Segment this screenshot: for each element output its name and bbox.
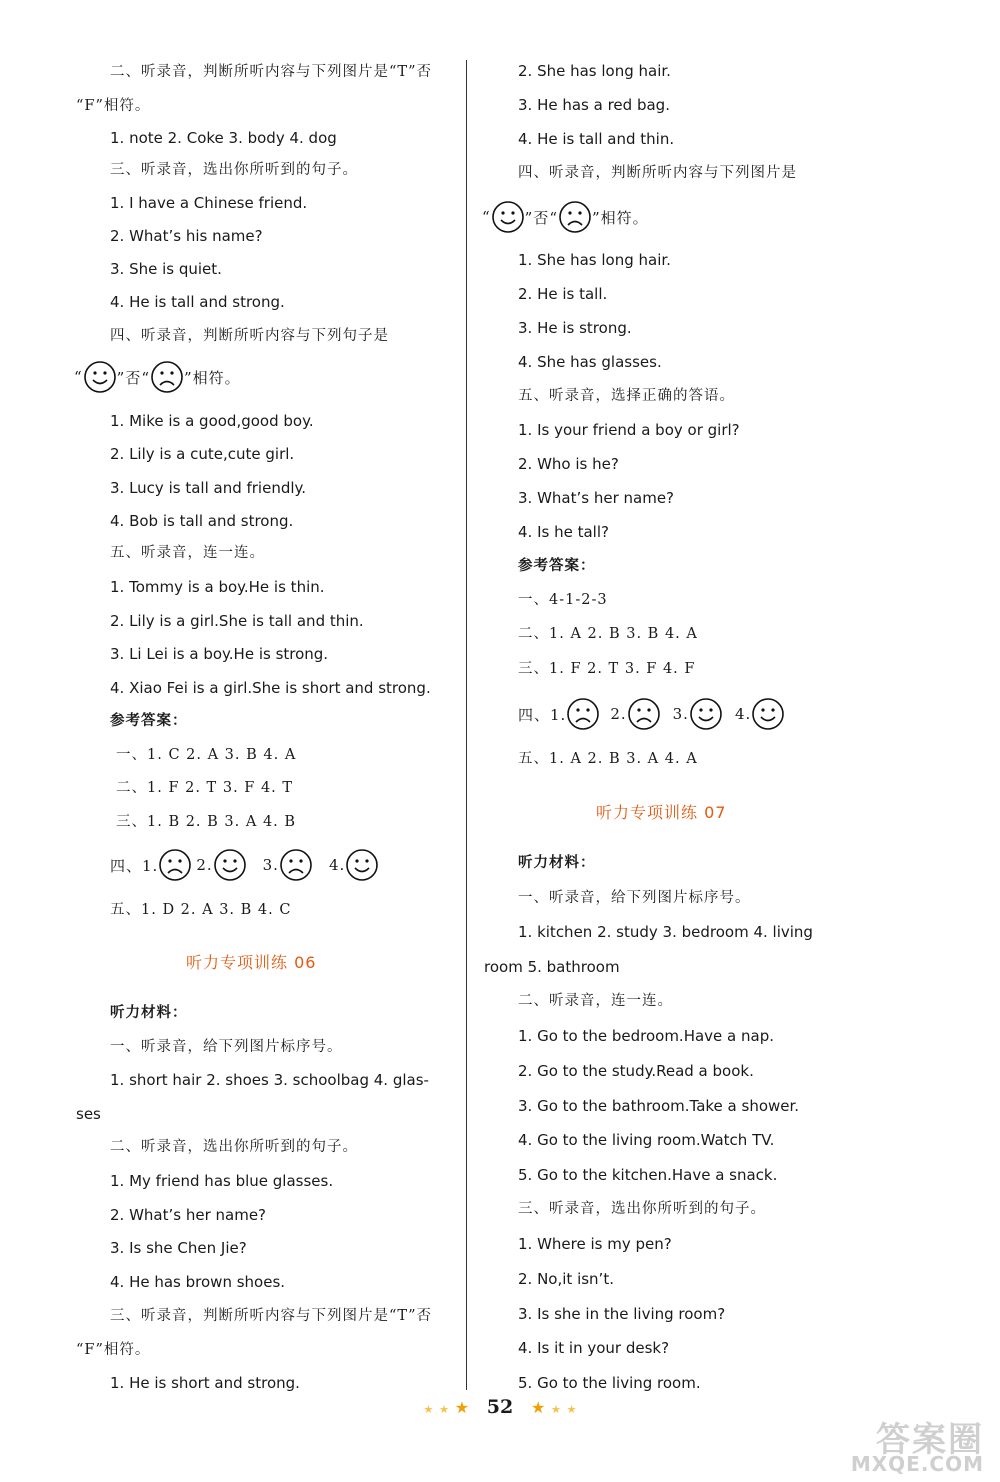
column-divider [466,60,467,1390]
answer-title: 参考答案： [518,557,596,574]
section-title: 五、听录音，连一连。 [110,545,265,561]
list-item: 5. Go to the kitchen.Have a snack. [518,1166,778,1184]
answer-line: 三、1. B 2. B 3. A 4. B [116,814,297,830]
list-item: 4. Is he tall? [518,523,609,541]
list-item: 4. She has glasses. [518,353,662,371]
star-icon: ★ [566,1403,577,1416]
answer-label: 四、1. [518,705,567,724]
section-title: “F”相符。 [76,98,151,114]
title-text: ”相符。 [592,208,649,227]
smiling-face-icon [751,697,785,731]
list-item: 2. Lily is a girl.She is tall and thin. [110,612,364,630]
section-title: 四、听录音，判断所听内容与下列句子是 [110,328,389,344]
star-icon: ★ [530,1398,546,1417]
page-number: 52 [486,1396,514,1418]
answer-line: 一、1. C 2. A 3. B 4. A [116,747,297,763]
list-item: 1. Is your friend a boy or girl? [518,421,740,439]
title-text: ”否“ [116,368,151,387]
list-item: 1. Where is my pen? [518,1235,672,1253]
frowning-face-icon [558,200,592,234]
section-title: 三、听录音，选出你所听到的句子。 [518,1201,766,1217]
star-icon: ★ [439,1403,449,1416]
section-title: 二、听录音，判断所听内容与下列图片是“T”否 [110,64,432,80]
answer-label: 4. [328,856,346,874]
list-item: 4. Go to the living room.Watch TV. [518,1131,775,1149]
list-item: 2. What’s his name? [110,227,263,245]
section-title: 一、听录音，给下列图片标序号。 [110,1039,343,1055]
title-text: ”相符。 [184,368,241,387]
list-item: 1. Mike is a good,good boy. [110,412,314,430]
word-list: 1. kitchen 2. study 3. bedroom 4. living [518,923,813,941]
frowning-face-icon [158,848,192,882]
answer-faces [110,848,379,882]
answer-label: 3. [672,705,689,723]
star-icon: ★ [551,1403,561,1416]
list-item: 2. What’s her name? [110,1206,267,1224]
section-title: 三、听录音，判断所听内容与下列图片是“T”否 [110,1308,432,1324]
list-item: 3. He is strong. [518,319,632,337]
answer-line: 五、1. A 2. B 3. A 4. A [518,751,698,767]
smiling-face-icon [213,848,247,882]
list-item: 4. He is tall and thin. [518,130,675,148]
watermark-url: MXQE.COM [850,1452,984,1476]
list-item: 3. Go to the bathroom.Take a shower. [518,1097,800,1115]
list-item: 2. Lily is a cute,cute girl. [110,445,295,463]
star-icon: ★ [423,1403,434,1416]
page-footer [0,1396,1000,1418]
list-item: 4. Bob is tall and strong. [110,512,294,530]
word-list: 1. short hair 2. shoes 3. schoolbag 4. glas- [110,1071,429,1089]
list-item: 1. She has long hair. [518,251,671,269]
answer-label: 2. [196,856,213,874]
section-title-faces [482,200,649,234]
section-heading: 听力专项训练 07 [596,803,727,822]
list-item: 4. Xiao Fei is a girl.She is short and strong. [110,679,431,697]
list-item: 1. I have a Chinese friend. [110,194,308,212]
watermark-text: 答案圈 [876,1420,984,1460]
section-title: 五、听录音，选择正确的答语。 [518,388,735,404]
list-item: 3. Is she Chen Jie? [110,1239,247,1257]
list-item: 1. My friend has blue glasses. [110,1172,334,1190]
section-heading: 听力专项训练 06 [186,953,317,972]
list-item: 2. Go to the study.Read a book. [518,1062,754,1080]
section-title-faces [74,360,241,394]
answer-label: 3. [262,856,279,874]
title-text: ”否“ [524,208,559,227]
frowning-face-icon [627,697,661,731]
smiling-face-icon [491,200,525,234]
frowning-face-icon [566,697,600,731]
answer-label: 2. [610,705,627,723]
frowning-face-icon [150,360,184,394]
section-title: 三、听录音，选出你所听到的句子。 [110,162,358,178]
answer-title: 参考答案： [110,712,188,729]
smiling-face-icon [83,360,117,394]
answer-faces [518,697,785,731]
quote-mark: “ [482,208,491,226]
answer-line: 三、1. F 2. T 3. F 4. F [518,661,696,677]
section-title: 二、听录音，选出你所听到的句子。 [110,1139,358,1155]
list-item: 3. What’s her name? [518,489,675,507]
list-item: 5. Go to the living room. [518,1374,701,1392]
list-item: 3. Li Lei is a boy.He is strong. [110,645,329,663]
section-title: 一、听录音，给下列图片标序号。 [518,890,751,906]
list-item: 3. Lucy is tall and friendly. [110,479,307,497]
star-icon: ★ [454,1398,470,1417]
list-item: 2. No,it isn’t. [518,1270,614,1288]
smiling-face-icon [689,697,723,731]
watermark-logo [850,1412,984,1476]
answer-label: 四、1. [110,856,159,875]
answer-label: 4. [734,705,752,723]
list-item: 1. Tommy is a boy.He is thin. [110,578,325,596]
material-title: 听力材料： [110,1004,188,1021]
list-item: 1. Go to the bedroom.Have a nap. [518,1027,774,1045]
list-item: 4. He is tall and strong. [110,293,285,311]
word-list: ses [76,1105,101,1123]
word-list: room 5. bathroom [484,958,620,976]
list-item: 2. Who is he? [518,455,619,473]
list-item: 4. Is it in your desk? [518,1339,670,1357]
list-item: 2. She has long hair. [518,62,671,80]
list-item: 3. She is quiet. [110,260,222,278]
section-title: “F”相符。 [76,1342,151,1358]
quote-mark: “ [74,368,83,386]
word-list: 1. note 2. Coke 3. body 4. dog [110,129,337,147]
list-item: 4. He has brown shoes. [110,1273,286,1291]
list-item: 2. He is tall. [518,285,608,303]
answer-line: 五、1. D 2. A 3. B 4. C [110,902,292,918]
smiling-face-icon [345,848,379,882]
list-item: 3. Is she in the living room? [518,1305,726,1323]
answer-line: 二、1. A 2. B 3. B 4. A [518,626,698,642]
answer-line: 二、1. F 2. T 3. F 4. T [116,780,294,796]
section-title: 四、听录音，判断所听内容与下列图片是 [518,165,797,181]
section-title: 二、听录音，连一连。 [518,993,673,1009]
frowning-face-icon [279,848,313,882]
answer-line: 一、4-1-2-3 [518,592,608,608]
list-item: 3. He has a red bag. [518,96,670,114]
list-item: 1. He is short and strong. [110,1374,300,1392]
material-title: 听力材料： [518,854,596,871]
